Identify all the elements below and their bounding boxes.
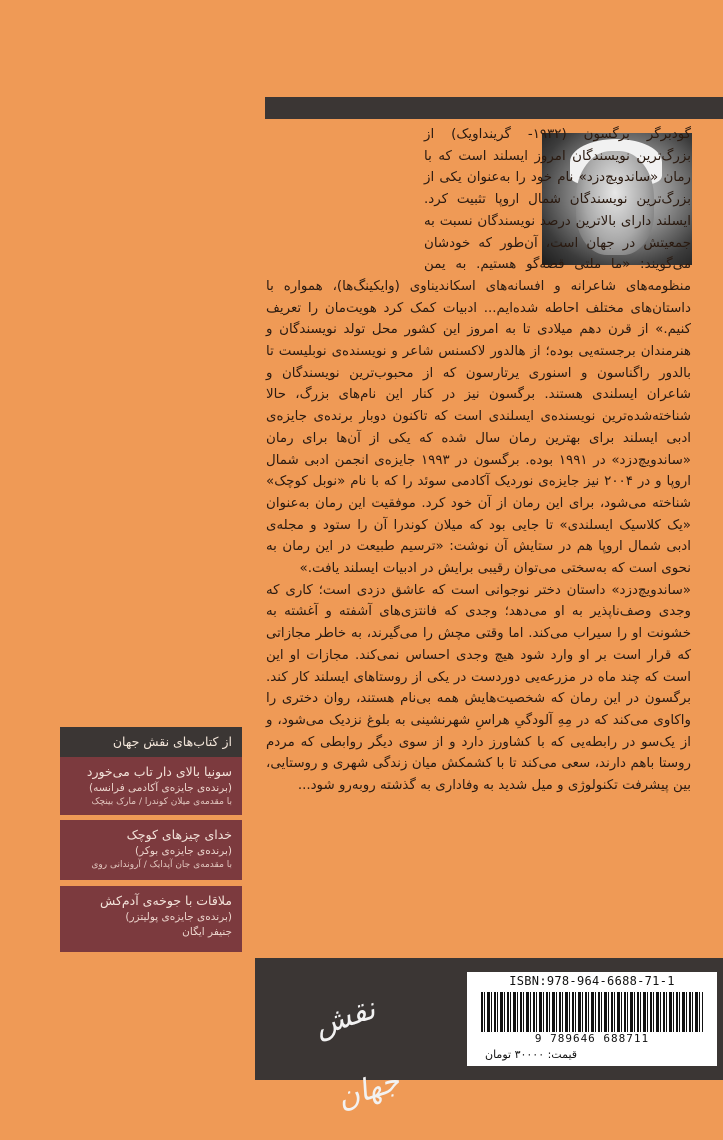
top-band: [265, 97, 723, 119]
portrait-spacer: [266, 124, 424, 266]
sidebar-book-2: [60, 820, 242, 880]
barcode-digits: 9 789646 688711: [534, 1032, 650, 1045]
book-award: (برنده‌ی جایزه‌ی بوکر): [134, 845, 232, 857]
book-title: ملاقات با جوخه‌ی آدم‌کش: [100, 893, 232, 908]
barcode-panel: [467, 972, 717, 1066]
isbn-label: ISBN:978-964-6688-71-1: [509, 974, 675, 988]
book-award: (برنده‌ی جایزه‌ی آکادمی فرانسه): [88, 782, 232, 794]
barcode-icon: [481, 992, 703, 1032]
sidebar-heading: از کتاب‌های نقش جهان: [60, 727, 242, 757]
publisher-logo: نقش جهان: [310, 991, 404, 1117]
book-credit: با مقدمه‌ی جان آپدایک / آروندانی روی: [91, 860, 232, 870]
paragraph-synopsis: «ساندویچ‌دزد» داستان دختر نوجوانی است که عاشق دزدی است؛ کاری که وجدی وصف‌ناپذیر به او می‌دهد؛ وجدی که فانتزی‌های آشفته و آغشته به خشونت او را سیراب می‌کند. اما وقتی مچش را می‌گیرند، به خاطر مجازاتی که قرار است بر او وارد شود هیچ وجدی احساس نمی‌کند. مجازات او این است که چند ماه در مزرعه‌یی دوردست در یکی از روستاهای ایسلند کار کند. برگسون در این رمان که شخصیت‌هایش همه بی‌نام هستند، روان دختری را واکاوی می‌کند که در مِهِ آلودگیِ هراسِ شهرنشینی به بلوغ نزدیک می‌شود، و از یک‌سو در رابطه‌یی که با کشاورز دارد و از سوی دیگر روابطی که مردم روستا باهم دارند، سعی می‌کند تا با کشمکش میان زندگی شهری و روستایی، بین پیشرفت تکنولوژی و میل شدید به وفاداری به گذشته روبه‌رو شود...: [266, 582, 691, 794]
price-label: قیمت: ۳۰۰۰۰ تومان: [485, 1048, 578, 1061]
book-title: خدای چیزهای کوچک: [126, 827, 232, 842]
sidebar-book-1: [60, 757, 242, 815]
book-credit: جنیفر ایگان: [182, 926, 232, 938]
book-credit: با مقدمه‌ی میلان کوندرا / مارک بینچک: [91, 797, 232, 807]
book-award: (برنده‌ی جایزه‌ی پولیتزر): [125, 911, 232, 923]
book-description: [266, 124, 691, 797]
book-title: سونیا بالای دار تاب می‌خورد: [86, 764, 232, 779]
paragraph-author-bio: گودبرگر برگسون (۱۹۳۲- گرینداویک) از بزرگ‌ترین نویسندگان امروز ایسلند است که با رمان «ساندویچ‌دزد» نام خود را به‌عنوان یکی از بزرگ‌ترین نویسندگان شمال اروپا تثبیت کرد. ایسلند دارای بالاترین درصد نویسندگان نسبت به جمعیتش در جهان است، آن‌طور که خودشان می‌گویند: «ما ملتی قصه‌گو هستیم. به یمن منظومه‌های شاعرانه و افسانه‌های اسکاندیناوی (وایکینگ‌ها)، همواره با داستان‌های مختلف احاطه شده‌ایم... ادبیات کمک کرد هویت‌مان را تعریف کنیم.» از قرن دهم میلادی تا به امروز این کشور محل تولد نویسندگان و هنرمندان برجسته‌یی بوده؛ از هالدور لاکسنس شاعر و نویسنده‌ی نوبلیست تا بالدور راگناسون و اسنوری یرتارسون که از محبوب‌ترین نویسندگان و شاعران ایسلندی هستند. برگسون نیز در کنار این نام‌های بزرگ، حالا شناخته‌شده‌ترین نویسنده‌ی ایسلندی است که تاکنون دوبار برنده‌ی جایزه‌ی ادبی ایسلند برای بهترین رمان سال شده که یکی از آن‌ها برای رمان «ساندویچ‌دزد» در ۱۹۹۱ بوده. برگسون در ۱۹۹۳ جایزه‌ی انجمن ادبی شمال اروپا و در ۲۰۰۴ نیز جایزه‌ی نوردیک آکادمی سوئد را که با نام «نوبل کوچک» شناخته می‌شود، برای این رمان از آن خود کرد. موفقیت این رمان به‌عنوان «یک کلاسیک ایسلندی» تا جایی بود که میلان کوندرا آن را ستود و مجله‌ی ادبی شمال اروپا هم در ستایش آن نوشت: «ترسیم طبیعت در این رمان به نحوی است که به‌سختی می‌توان رقیبی برایش در ادبیات ایسلند یافت.»: [266, 127, 691, 577]
sidebar-book-3: [60, 886, 242, 952]
